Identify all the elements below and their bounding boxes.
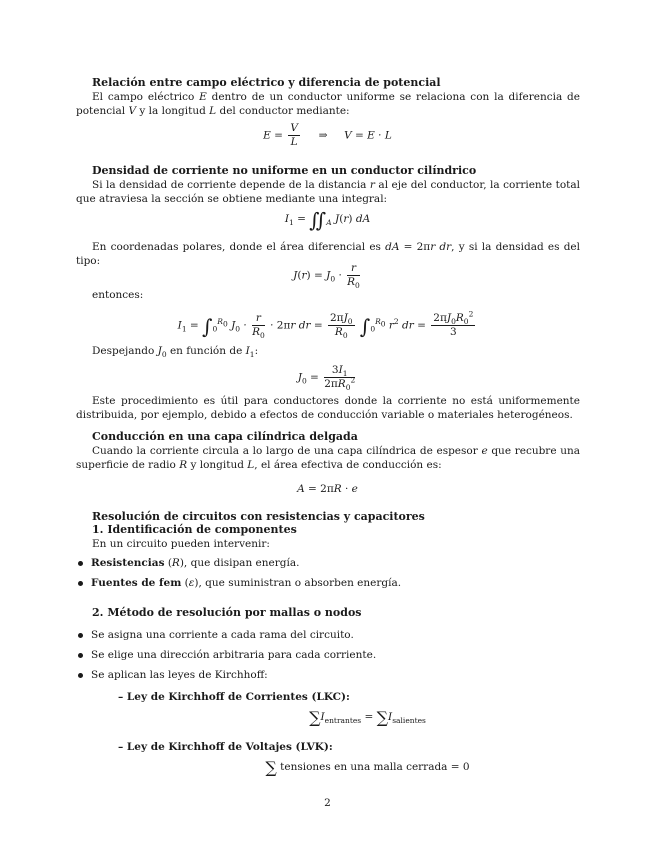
text-entonces: entonces: [92, 289, 144, 301]
list-item-fuentes: Fuentes de fem (ε), que suministran o absorben energía. [78, 576, 401, 590]
section-heading-densidad-no-uniforme: Densidad de corriente no uniforme en un conductor cilíndrico [92, 164, 477, 177]
equation-j-of-r: $J(r) = J_0$ · $\frac{r}{R_0}$ [293, 262, 360, 291]
section-heading-circuitos: Resolución de circuitos con resistencias y capacitores [92, 510, 425, 523]
equation-double-integral: $I_1$ = $∬_A$ J(r) dA [284, 208, 371, 232]
bullet-icon [78, 673, 83, 678]
equation-area: A = 2πR · e [297, 483, 358, 495]
bullet-icon [78, 561, 83, 566]
equation-lvk: ∑ tensiones en una malla cerrada = 0 [265, 758, 470, 777]
text-intro-componentes: En un circuito pueden intervenir: [92, 538, 270, 550]
equation-current-integral: $I_1 = \int_0^{R_0}$ $J_0$ · $\frac{r}{R_0}$ · 2πr dr = $\frac{2\pi J_0}{R_0}$ $\int_0^{R_0}$ $r^2$ dr = $\frac{2\pi J_0R_0^2}{3}$ [177, 309, 474, 341]
subsection-identificacion: 1. Identificación de componentes [92, 523, 297, 536]
paragraph-densidad-intro: Si la densidad de corriente depende de la distancia r al eje del conductor, la corriente total que atraviesa la sección se obtiene mediante una integral: [76, 179, 580, 205]
section-heading-campo-potencial: Relación entre campo eléctrico y diferencia de potencial [92, 76, 441, 89]
paragraph-campo-potencial: El campo eléctrico E dentro de un conductor uniforme se relaciona con la diferencia de potencial V y la longitud L del conductor mediante: [76, 91, 580, 117]
section-heading-capa-cilindrica: Conducción en una capa cilíndrica delgada [92, 430, 358, 443]
bullet-icon [78, 581, 83, 586]
equation-lkc: $\sum I_{entrantes} = \sum I_{salientes}$ [309, 708, 426, 727]
list-item-aplican: Se aplican las leyes de Kirchhoff: [78, 668, 268, 682]
equation-j0: $J_0$ = $\frac{3I_1}{2\pi R_0^2}$ [297, 364, 356, 393]
bullet-icon [78, 633, 83, 638]
text-despejando: Despejando $J_0$ en función de $I_1$: [92, 345, 259, 360]
lkc-title: – Ley de Kirchhoff de Corrientes (LKC): [118, 691, 350, 703]
paragraph-procedimiento: Este procedimiento es útil para conductores donde la corriente no está uniformemente distribuida, por ejemplo, debido a efectos de conducción variable o materiales heterogéneos. [76, 395, 580, 421]
equation-e-v-l: E = $\frac{V}{L}$ ⇒ V = E · L [263, 122, 392, 148]
list-item-resistencias: Resistencias (R), que disipan energía. [78, 556, 299, 570]
paragraph-polar: En coordenadas polares, donde el área diferencial es dA = 2πr dr, y si la densidad es del tipo: [76, 241, 580, 267]
list-item-elige: Se elige una dirección arbitraria para cada corriente. [78, 648, 376, 662]
bullet-icon [78, 653, 83, 658]
list-item-asigna: Se asigna una corriente a cada rama del circuito. [78, 628, 354, 642]
lvk-title: – Ley de Kirchhoff de Voltajes (LVK): [118, 741, 333, 753]
page-number: 2 [324, 797, 331, 809]
paragraph-capa: Cuando la corriente circula a lo largo de una capa cilíndrica de espesor e que recubre una superficie de radio R y longitud L, el área efectiva de conducción es: [76, 445, 580, 471]
subsection-metodo: 2. Método de resolución por mallas o nodos [92, 606, 362, 619]
